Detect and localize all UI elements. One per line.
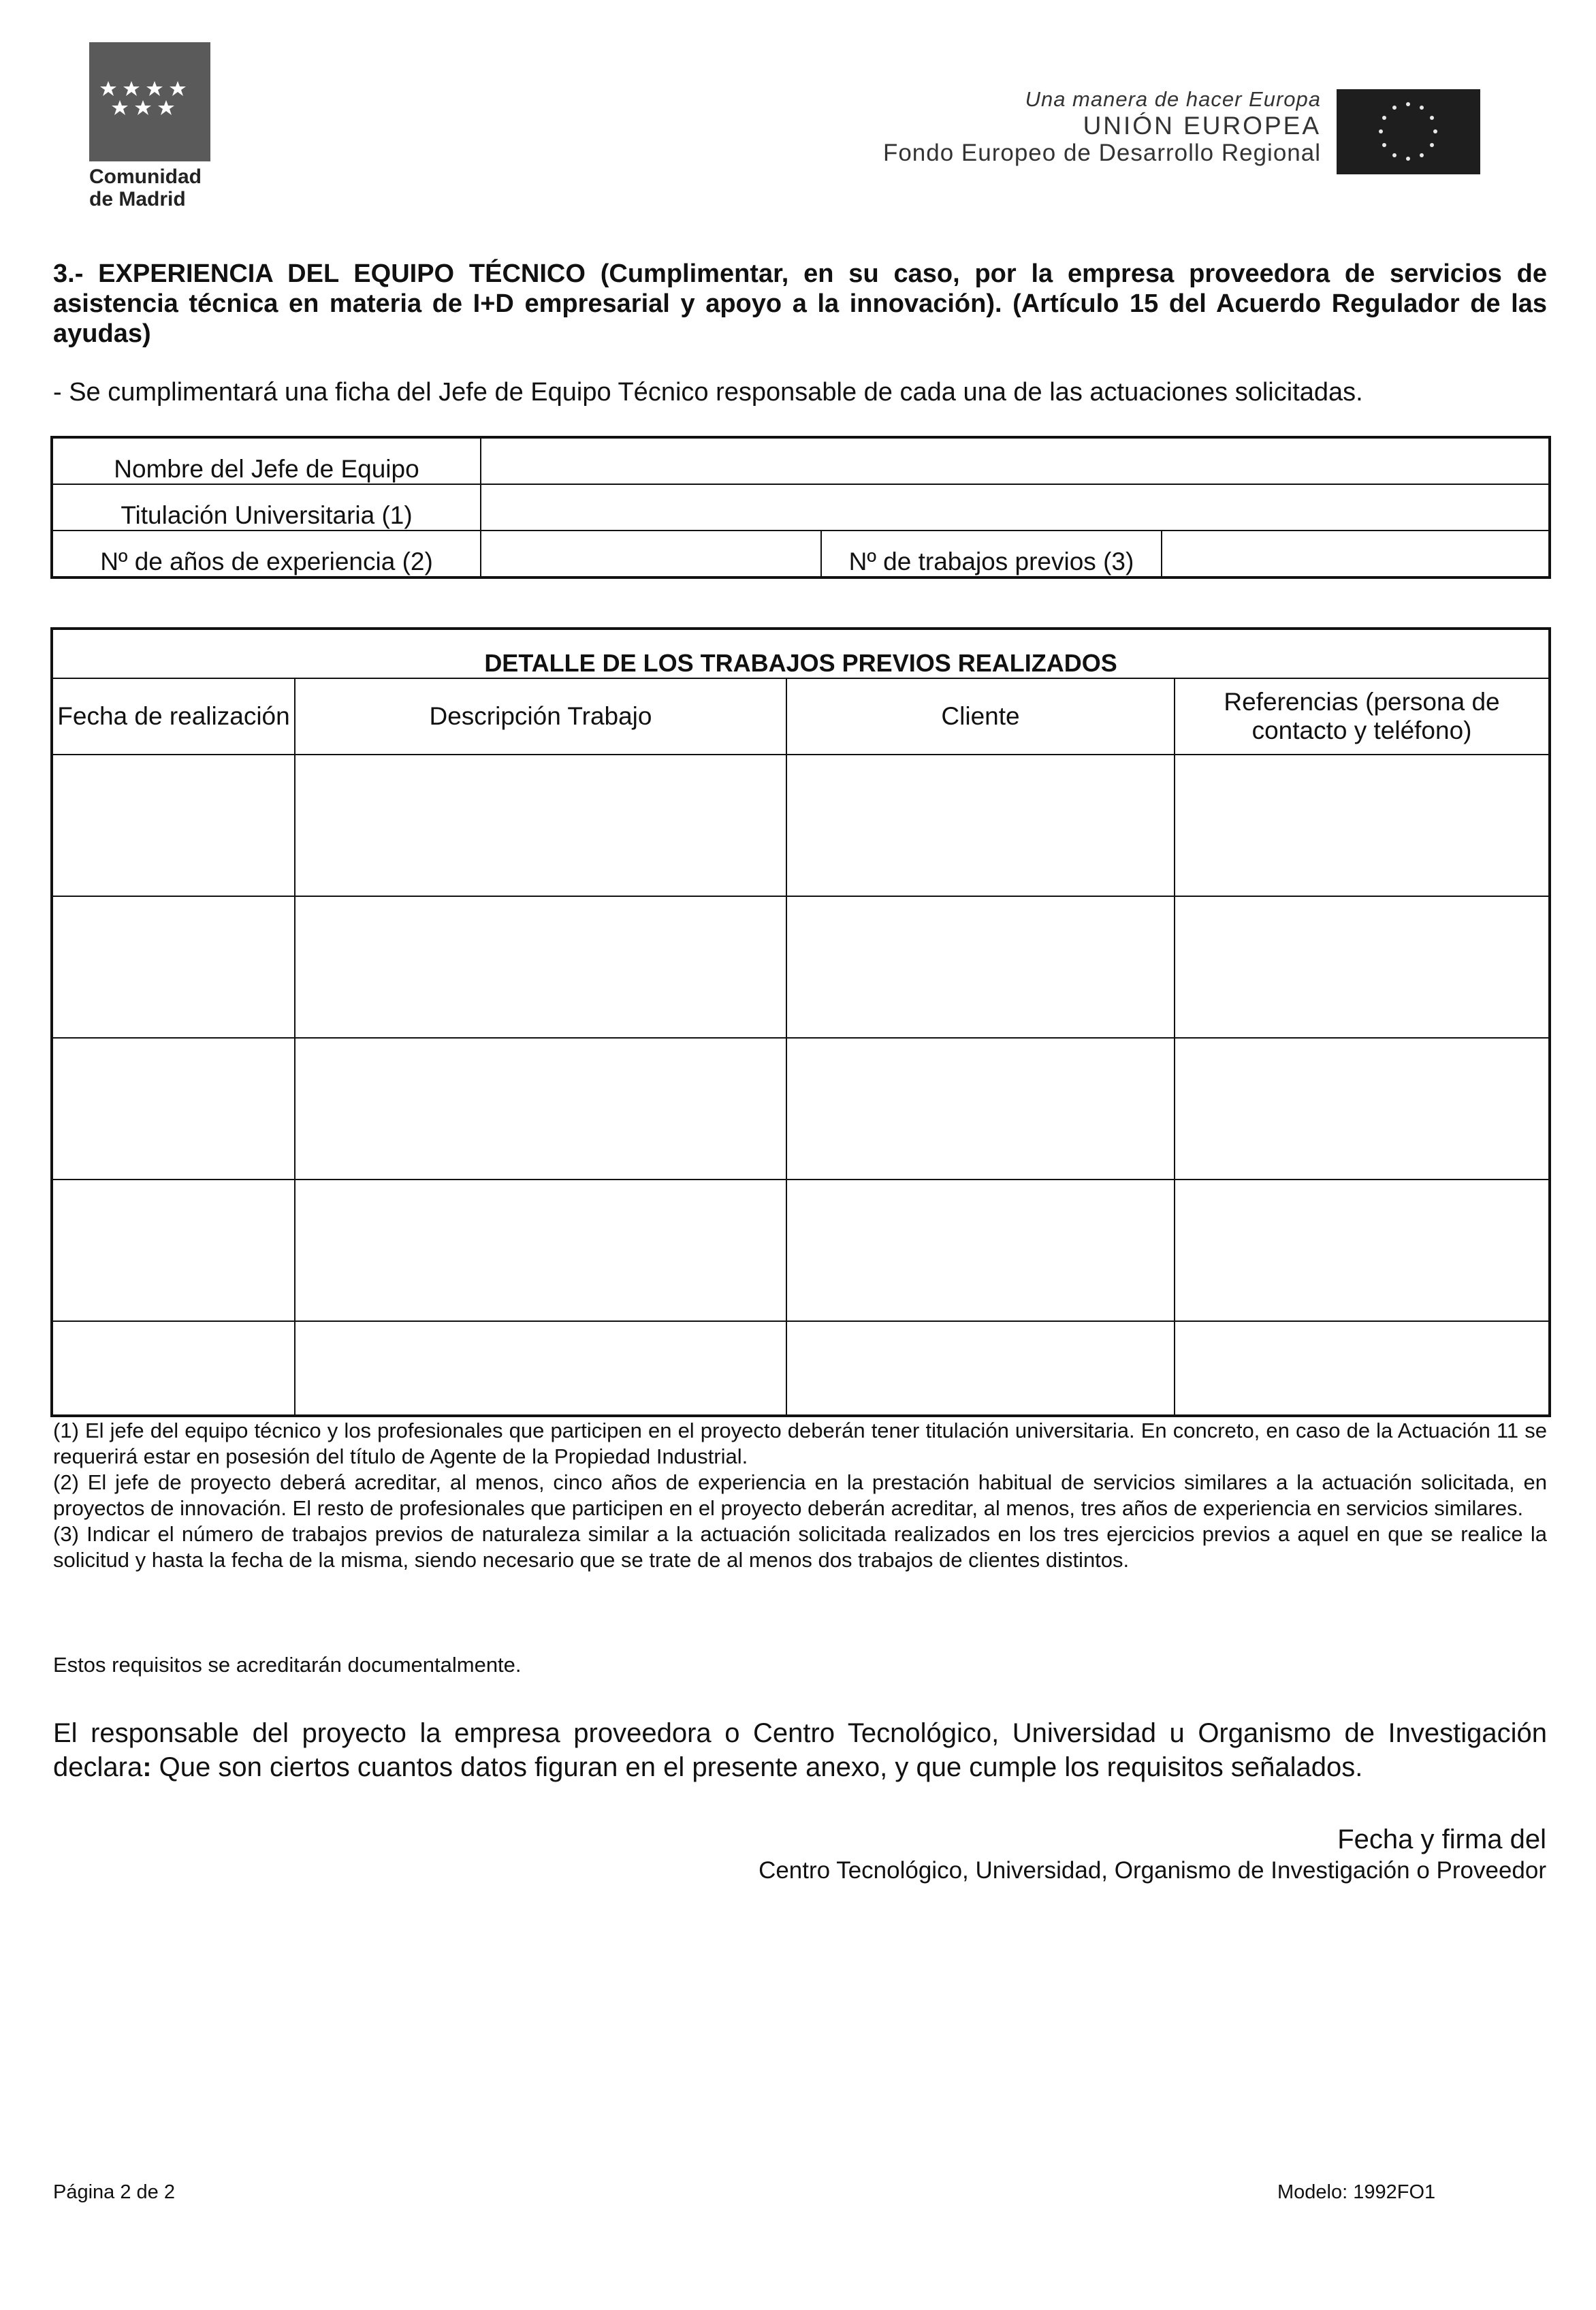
previous-jobs-label: Nº de trabajos previos (3) xyxy=(821,531,1162,578)
client-cell[interactable] xyxy=(786,1180,1175,1321)
references-cell[interactable] xyxy=(1175,896,1550,1038)
page-number: Página 2 de 2 xyxy=(53,2181,175,2203)
jobs-table-title: DETALLE DE LOS TRABAJOS PREVIOS REALIZADOS xyxy=(52,629,1550,678)
footnote-3: (3) Indicar el número de trabajos previos de naturaleza similar a la actuación solicitada realizados en los tres ejercicios previos a aquel en que se realice la solicitud y hasta la fecha de la misma, siendo necesario que se trate de al menos dos trabajos de clientes distintos. xyxy=(53,1522,1547,1572)
footnotes xyxy=(53,1418,1547,1573)
description-cell[interactable] xyxy=(295,1038,786,1180)
client-cell[interactable] xyxy=(786,1038,1175,1180)
date-cell[interactable] xyxy=(52,755,295,896)
table-header-row xyxy=(52,678,1550,755)
previous-jobs-table xyxy=(50,627,1551,1417)
date-cell[interactable] xyxy=(52,896,295,1038)
table-row xyxy=(52,755,1550,896)
leader-name-label: Nombre del Jefe de Equipo xyxy=(52,437,481,484)
table-row xyxy=(52,484,1550,531)
client-cell[interactable] xyxy=(786,755,1175,896)
column-header-references: Referencias (persona de contacto y teléfono) xyxy=(1175,678,1550,755)
eu-union-title: UNIÓN EUROPEA xyxy=(1083,112,1321,140)
table-row xyxy=(52,531,1550,578)
description-cell[interactable] xyxy=(295,1180,786,1321)
description-cell[interactable] xyxy=(295,755,786,896)
previous-jobs-field[interactable] xyxy=(1162,531,1550,578)
comunidad-madrid-name: Comunidad de Madrid xyxy=(89,165,202,210)
table-row xyxy=(52,1321,1550,1416)
client-cell[interactable] xyxy=(786,1321,1175,1416)
footnote-2: (2) El jefe de proyecto deberá acreditar, al menos, cinco años de experiencia en la prestación habitual de servicios similares a la actuación solicitada, en proyectos de innovación. El resto de profesionales que participen en el proyecto deberán acreditar, al menos, tres años de experiencia en servicios similares. xyxy=(53,1470,1547,1520)
eu-text-block xyxy=(883,87,1321,167)
requirements-note: Estos requisitos se acreditarán documentalmente. xyxy=(53,1653,522,1677)
leader-name-field[interactable] xyxy=(481,437,1550,484)
column-header-date: Fecha de realización xyxy=(52,678,295,755)
references-cell[interactable] xyxy=(1175,1180,1550,1321)
section-heading: 3.- EXPERIENCIA DEL EQUIPO TÉCNICO (Cumplimentar, en su caso, por la empresa proveedora de servicios de asistencia técnica en materia de I+D empresarial y apoyo a la innovación). (Artículo 15 del Acuerdo Regulador de las ayudas) xyxy=(53,259,1547,348)
eu-slogan: Una manera de hacer Europa xyxy=(1025,87,1321,111)
declaration xyxy=(53,1716,1547,1784)
date-cell[interactable] xyxy=(52,1321,295,1416)
client-cell[interactable] xyxy=(786,896,1175,1038)
declaration-text: El responsable del proyecto la empresa proveedora o Centro Tecnológico, Universidad u Organismo de Investigación declara xyxy=(53,1718,1547,1782)
team-leader-table xyxy=(50,436,1551,579)
references-cell[interactable] xyxy=(1175,755,1550,896)
footnote-1: (1) El jefe del equipo técnico y los profesionales que participen en el proyecto deberán tener titulación universitaria. En concreto, en caso de la Actuación 11 se requerirá estar en posesión del título de Agente de la Propiedad Industrial. xyxy=(53,1419,1547,1468)
table-row xyxy=(52,1038,1550,1180)
date-cell[interactable] xyxy=(52,1038,295,1180)
section-intro: - Se cumplimentará una ficha del Jefe de Equipo Técnico responsable de cada una de las actuaciones solicitadas. xyxy=(53,378,1363,407)
declaration-colon: : xyxy=(142,1752,152,1782)
column-header-client: Cliente xyxy=(786,678,1175,755)
references-cell[interactable] xyxy=(1175,1038,1550,1180)
signature-entity: Centro Tecnológico, Universidad, Organismo de Investigación o Proveedor xyxy=(759,1857,1546,1884)
column-header-description: Descripción Trabajo xyxy=(295,678,786,755)
table-row xyxy=(52,896,1550,1038)
comunidad-madrid-logo xyxy=(89,42,210,161)
table-row xyxy=(52,629,1550,678)
degree-label: Titulación Universitaria (1) xyxy=(52,484,481,531)
years-experience-field[interactable] xyxy=(481,531,821,578)
declaration-statement: Que son ciertos cuantos datos figuran en el presente anexo, y que cumple los requisitos señalados. xyxy=(151,1752,1363,1782)
table-row xyxy=(52,437,1550,484)
degree-field[interactable] xyxy=(481,484,1550,531)
description-cell[interactable] xyxy=(295,896,786,1038)
table-row xyxy=(52,1180,1550,1321)
signature-label: Fecha y firma del xyxy=(1337,1824,1546,1854)
description-cell[interactable] xyxy=(295,1321,786,1416)
model-code: Modelo: 1992FO1 xyxy=(1277,2181,1436,2203)
references-cell[interactable] xyxy=(1175,1321,1550,1416)
eu-fund-name: Fondo Europeo de Desarrollo Regional xyxy=(882,140,1321,166)
years-experience-label: Nº de años de experiencia (2) xyxy=(52,531,481,578)
eu-flag-icon xyxy=(1337,89,1480,174)
stars-icon xyxy=(99,80,201,121)
date-cell[interactable] xyxy=(52,1180,295,1321)
